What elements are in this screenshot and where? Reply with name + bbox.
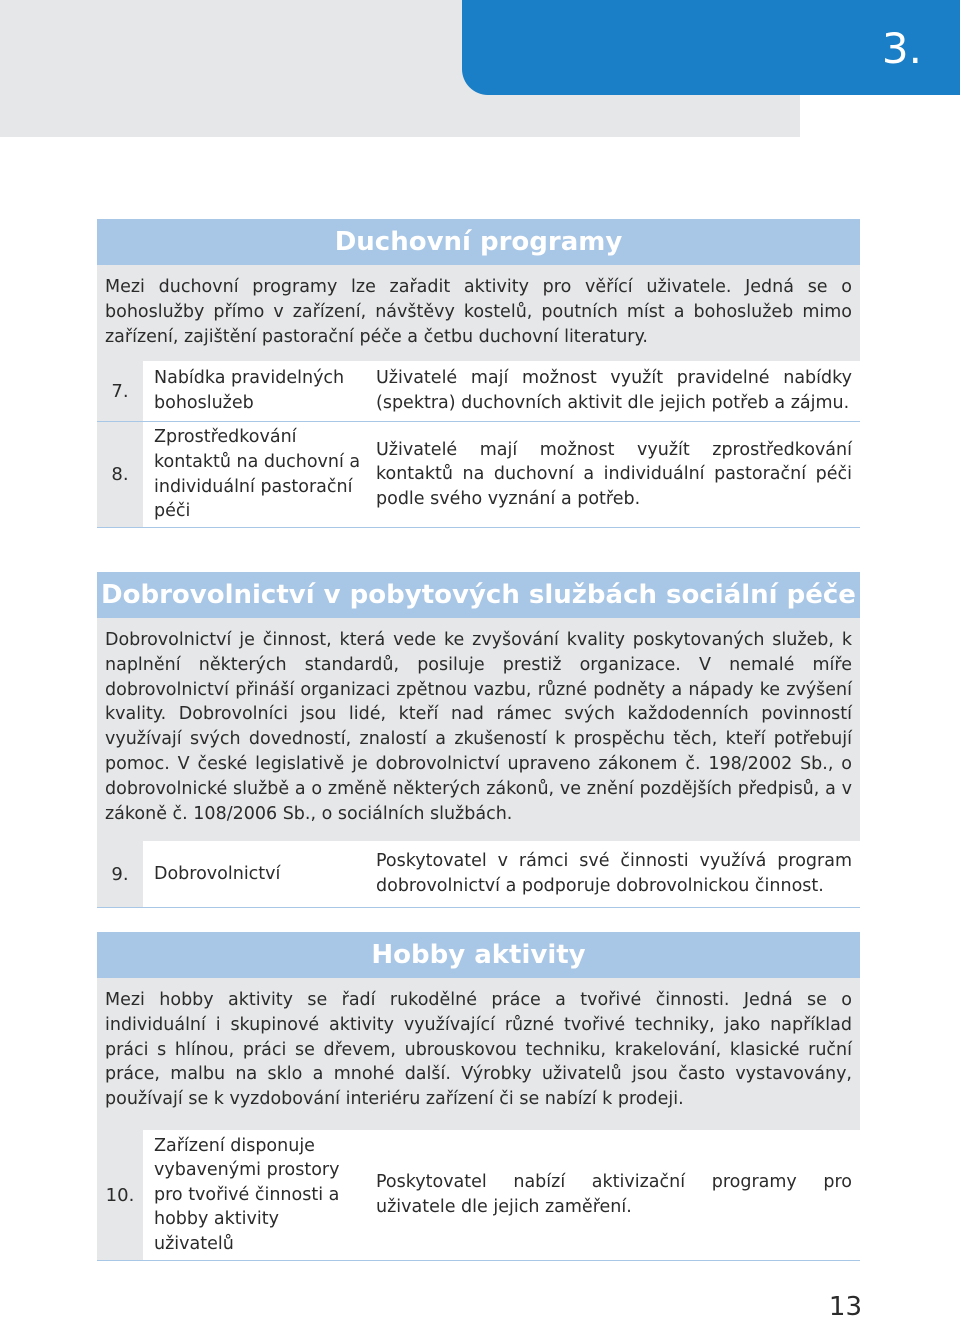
- table-row: [97, 361, 860, 422]
- row-description: Poskytovatel v rámci své činnosti využívá program dobrovolnictví a podporuje dobrovolnickou činnost.: [376, 851, 852, 896]
- header-blue-band: [462, 0, 960, 95]
- row-number: 8.: [97, 422, 143, 527]
- page-number: 13: [828, 1292, 862, 1322]
- table-row: [97, 1130, 860, 1261]
- chapter-number: 3.: [881, 24, 922, 73]
- section-volunteering: [97, 572, 860, 908]
- section-spiritual: [97, 219, 860, 528]
- section-title: Hobby aktivity: [97, 932, 860, 978]
- section-title: Dobrovolnictví v pobytových službách sociální péče: [97, 572, 860, 618]
- section-intro: Mezi duchovní programy lze zařadit aktivity pro věřící uživatele. Jedná se o bohoslužby přímo v zařízení, návštěvy kostelů, poutních míst a bohoslužeb mimo zařízení, zajištění pastorační péče a četbu duchovní literatury.: [97, 265, 860, 361]
- row-description: Poskytovatel nabízí aktivizační programy pro uživatele dle jejich zaměření.: [376, 1172, 852, 1217]
- row-number: 7.: [97, 361, 143, 421]
- row-name: Nabídka pravidelných bohoslužeb: [154, 368, 345, 413]
- row-name: Zprostředkování kontaktů na duchovní a individuální pastorační péči: [154, 427, 361, 522]
- section-title: Duchovní programy: [97, 219, 860, 265]
- section-intro: Dobrovolnictví je činnost, která vede ke zvyšování kvality poskytovaných služeb, k naplnění některých standardů, posiluje prestiž organizace. V nemalé míře dobrovolnictví přináší organizaci zpětnou vazbu, různé podněty a nápady ke zvýšení kvality. Dobrovolníci jsou lidé, kteří nad rámec svých každodenních povinností využívají svých dovedností, znalostí a zkušeností k prospěchu těch, kteří potřebují pomoc. V české legislativě je dobrovolnictví upraveno zákonem č. 198/2002 Sb., o dobrovolnické službě a o změně některých zákonů, ve znění pozdějších předpisů, a v zákoně č. 108/2006 Sb., o sociálních službách.: [97, 618, 860, 841]
- section-hobby: [97, 932, 860, 1261]
- section-intro: Mezi hobby aktivity se řadí rukodělné práce a tvořivé činnosti. Jedná se o individuální i skupinové aktivity využívající různé tvořivé techniky, jako například práci s hlínou, práci se dřevem, ubrouskovou techniku, krakelování, klasické ruční práce, malbu na sklo a mnohé další. Výrobky uživatelů jsou často vystavovány, používají se k vyzdobování interiéru zařízení či se nabízí k prodeji.: [97, 978, 860, 1130]
- row-name: Dobrovolnictví: [154, 863, 281, 884]
- row-number: 10.: [97, 1130, 143, 1260]
- row-name: Zařízení disponuje vybavenými prostory pro tvořivé činnosti a hobby aktivity uživatelů: [154, 1135, 340, 1254]
- row-number: 9.: [97, 841, 143, 907]
- row-description: Uživatelé mají možnost využít pravidelné nabídky (spektra) duchovních aktivit dle jejich potřeb a zájmu.: [376, 368, 852, 413]
- table-row: [97, 422, 860, 528]
- row-description: Uživatelé mají možnost využít zprostředkování kontaktů na duchovní a individuální pastorační péči podle svého vyznání a potřeb.: [376, 439, 852, 509]
- table-row: [97, 841, 860, 908]
